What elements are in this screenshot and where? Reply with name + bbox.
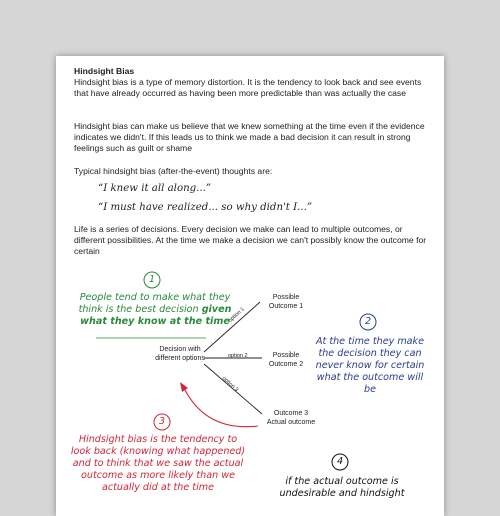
note-1-text: People tend to make what they think is the best decision	[78, 292, 231, 315]
option-3-label: option 3	[220, 375, 240, 394]
red-arrow	[184, 388, 258, 427]
option-2-label: option 2	[228, 353, 248, 359]
note-1	[70, 292, 240, 328]
definition-paragraph: Hindsight bias is a type of memory distortion. It is the tendency to look back and see events that have already occurred as having been more predictable than was actually the case	[74, 77, 422, 98]
page-title: Hindsight Bias	[74, 66, 135, 76]
note-4-number: 4	[336, 456, 344, 467]
note-2: At the time they make the decision they can never know for certain what the outcome will be	[315, 336, 425, 395]
outcome-1: Possible Outcome 1	[268, 294, 304, 310]
quote-must-have-realized: “I must have realized... so why didn't I...”	[98, 202, 313, 213]
outcome-3: Outcome 3 Actual outcome	[266, 410, 316, 426]
belief-paragraph: Hindsight bias can make us believe that we knew something at the time even if the evidence indicates we didn't. If this leads us to think we made a bad decision it can result in strong feelings such as guilt or shame	[74, 121, 425, 153]
thoughts-intro: Typical hindsight bias (after-the-event) thoughts are:	[74, 166, 273, 176]
red-arrowhead	[180, 382, 188, 392]
worksheet-page	[56, 56, 444, 516]
note-3-number: 3	[158, 416, 166, 427]
life-decisions-paragraph: Life is a series of decisions. Every decision we make can lead to multiple outcomes, or different possibilities. At the time we make a decision we can't possibly know the outcome for certain	[74, 224, 427, 256]
note-4: if the actual outcome is undesirable and hindsight	[279, 476, 405, 499]
note-2-number: 2	[364, 316, 372, 327]
outcome-2: Possible Outcome 2	[268, 352, 304, 368]
note-3: Hindsight bias is the tendency to look back (knowing what happened) and to think that we saw the actual outcome as more likely than we actually did at the time	[70, 434, 246, 493]
option-1-label: option 1	[227, 306, 246, 324]
decision-node: Decision with different options	[155, 346, 205, 362]
note-1-emphasis: given what they know at the time	[80, 304, 232, 327]
note-1-number: 1	[148, 274, 156, 285]
quote-knew-it: “I knew it all along...”	[98, 183, 212, 194]
